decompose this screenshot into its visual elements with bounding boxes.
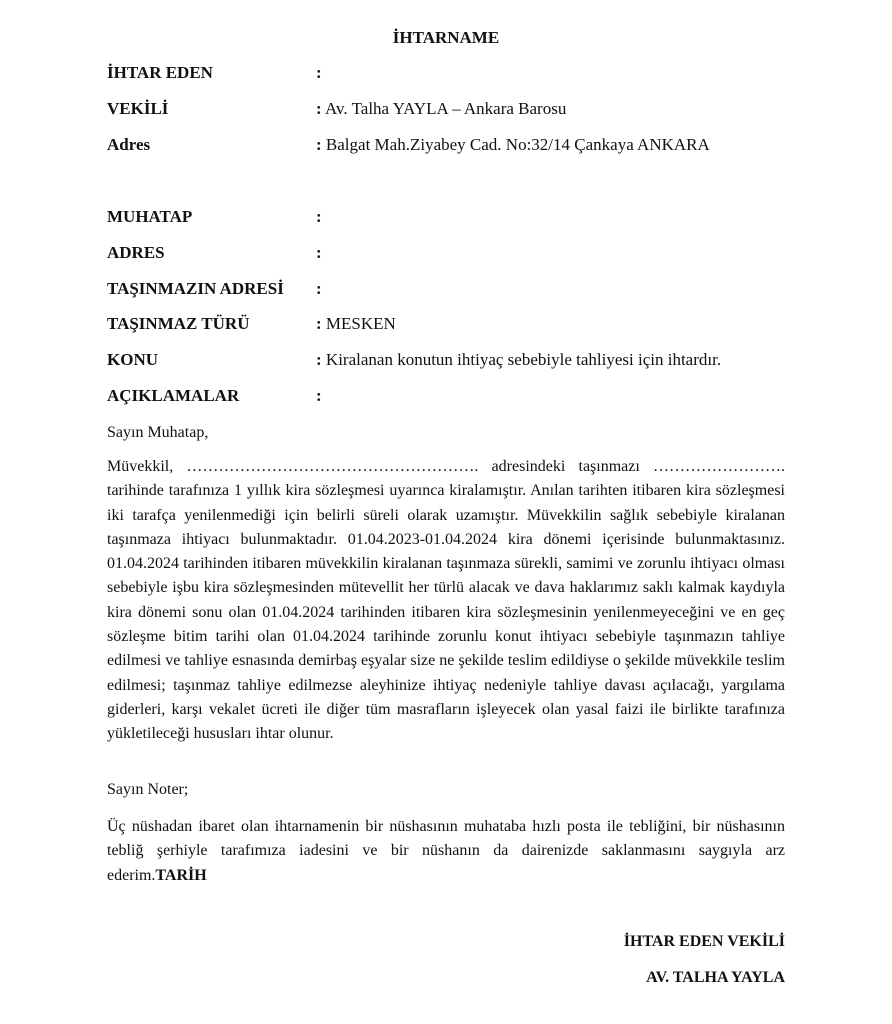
body-paragraph: Müvekkil, ………………………………………………. adresindeki taşınmazı ……………………. tarihinde tarafınıza 1 yıllık kira sözleşmesi uyarınca kiralamıştır. Anılan tarihten itibaren kira sözleşmesi iki tarafça yenilenmediği için belirli süreli olarak uzamıştır. Müvekkilin sağlık sebebiyle kiralanan taşınmaza ihtiyacı bulunmaktadır. 01.04.2023-01.04.2024 kira dönemi içerisinde bulunmaktasınız. 01.04.2024 tarihinden itibaren müvekkilin kiralanan taşınmaza sürekli, samimi ve zorunlu ihtiyacı olması sebebiyle işbu kira sözleşmesinden mütevellit her türlü alacak ve dava haklarımız saklı kalmak kaydıyla kira dönemi sonu olan 01.04.2024 tarihinden itibaren kira sözleşmesinin yenilenmeyeceğini ve en geç sözleşme bitim tarihi olan 01.04.2024 tarihinde zorunlu konut ihtiyacı sebebiyle taşınmazın tahliye edilmesi ve tahliye esnasında demirbaş eşyalar size ne şekilde teslim edildiyse o şekilde müvekkile teslim edilmesi; taşınmaz tahliye edilmezse aleyhinize ihtiyaç nedeniyle tahliye davası açılacağı, yargılama giderleri, karşı vekalet ücreti ile diğer tüm masrafların işleyecek olan yasal faizi ile birlikte tarafınıza yükletileceği hususları ihtar olunur.	[107, 458, 785, 743]
field-value-ihtar-eden: :	[316, 63, 322, 82]
field-value-tasinmazin-adresi: :	[316, 279, 322, 298]
field-value-aciklamalar: :	[316, 386, 322, 405]
closing-paragraph: Üç nüshadan ibaret olan ihtarnamenin bir nüshasının muhataba hızlı posta ile tebliğini, bir nüshasının tebliğ şerhiyle tarafımıza iadesini ve bir nüshanın da dairenizde saklanmasını saygıyla arz ederim.TARİH	[107, 818, 785, 884]
field-label-muhatap: MUHATAP	[107, 207, 193, 226]
date-label: TARİH	[155, 866, 207, 884]
signature-name: AV. TALHA YAYLA	[646, 969, 785, 986]
salutation: Sayın Muhatap,	[107, 424, 209, 441]
field-value-muhatap: :	[316, 207, 322, 226]
signature-title: İHTAR EDEN VEKİLİ	[623, 933, 785, 950]
field-value-vekili: : Av. Talha YAYLA – Ankara Barosu	[316, 99, 567, 118]
field-label-aciklamalar: AÇIKLAMALAR	[107, 386, 240, 405]
field-value-tasinmaz-turu: : MESKEN	[316, 314, 396, 333]
document-title: İHTARNAME	[392, 28, 500, 47]
field-label-tasinmazin-adresi: TAŞINMAZIN ADRESİ	[107, 279, 284, 298]
field-label-tasinmaz-turu: TAŞINMAZ TÜRÜ	[107, 314, 250, 333]
field-label-adres: Adres	[107, 135, 151, 154]
noter-salutation: Sayın Noter;	[107, 781, 189, 798]
field-value-muhatap-adres: :	[316, 243, 322, 262]
field-label-ihtar-eden: İHTAR EDEN	[107, 63, 213, 82]
field-label-konu: KONU	[107, 350, 158, 369]
field-label-muhatap-adres: ADRES	[107, 243, 165, 262]
field-label-vekili: VEKİLİ	[107, 99, 169, 118]
field-value-konu: : Kiralanan konutun ihtiyaç sebebiyle tahliyesi için ihtardır.	[316, 350, 722, 369]
field-value-adres: : Balgat Mah.Ziyabey Cad. No:32/14 Çankaya ANKARA	[316, 135, 710, 154]
